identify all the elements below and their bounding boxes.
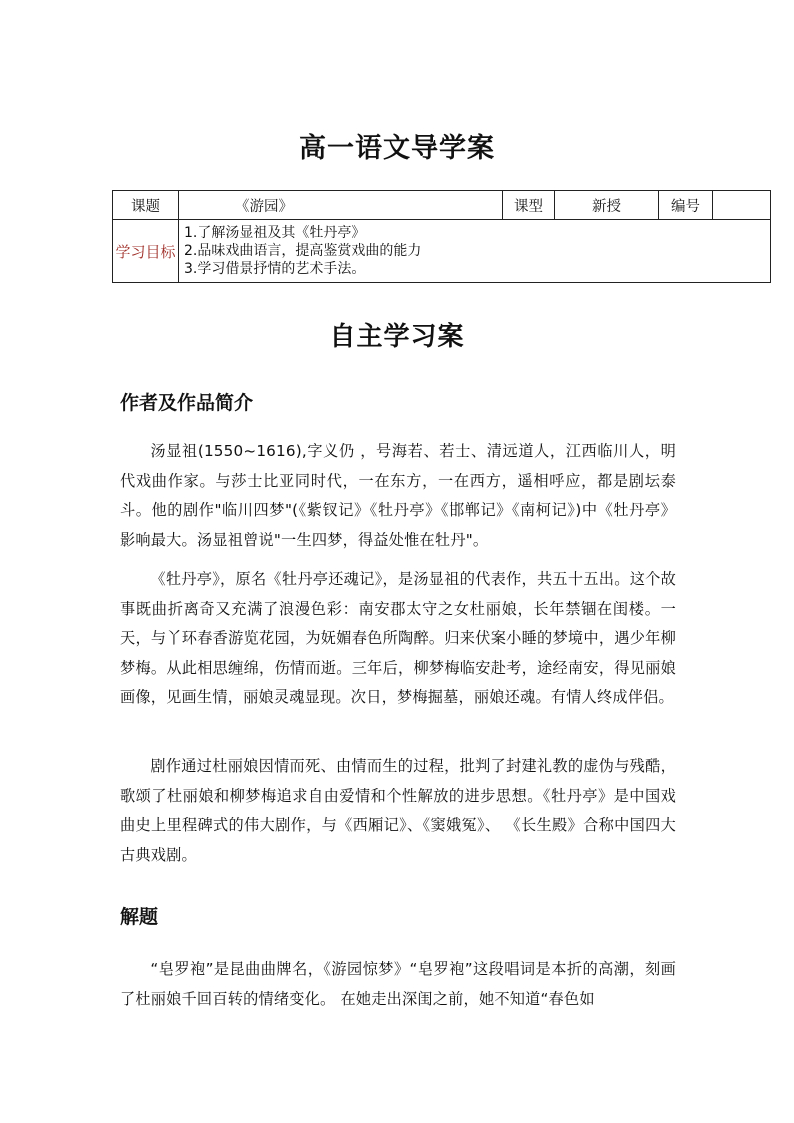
page-title: 高一语文导学案 (299, 133, 495, 164)
goal-item: 3.学习借景抒情的艺术手法。 (184, 261, 366, 277)
lesson-info-table (112, 190, 771, 283)
jieti-paragraph: “皂罗袍”是昆曲曲牌名，《游园惊梦》“皂罗袍”这段唱词是本折的高潮，刻画了杜丽娘千回百转的情绪变化。 在她走出深闺之前，她不知道“春色如 (120, 960, 676, 1008)
goals-row (113, 220, 771, 283)
theme-paragraph: 剧作通过杜丽娘因情而死、由情而生的过程，批判了封建礼教的虚伪与残酷，歌颂了杜丽娘和柳梦梅追求自由爱情和个性解放的进步思想。《牡丹亭》是中国戏曲史上里程碑式的伟大剧作，与《西厢记》、《窦娥冤》、 《长生殿》合称中国四大古典戏剧。 (120, 757, 676, 864)
number-value (713, 191, 771, 220)
goal-item: 2.品味戏曲语言，提高鉴赏戏曲的能力 (184, 243, 422, 259)
story-paragraph: 《牡丹亭》，原名《牡丹亭还魂记》，是汤显祖的代表作，共五十五出。这个故事既曲折离奇又充满了浪漫色彩：南安郡太守之女杜丽娘，长年禁锢在闺楼。一天，与丫环春香游览花园，为妩媚春色所陶醉。归来伏案小睡的梦境中，遇少年柳梦梅。从此相思缠绵，伤情而逝。三年后，柳梦梅临安赴考，途经南安，得见丽娘画像，见画生情，丽娘灵魂显现。次日，梦梅掘墓，丽娘还魂。有情人终成伴侣。 (120, 570, 676, 706)
type-label: 课型 (503, 191, 555, 220)
number-label: 编号 (659, 191, 713, 220)
goal-list (179, 220, 771, 283)
author-paragraph: 汤显祖(1550~1616),字义仍 ，号海若、若士、清远道人，江西临川人，明代戏曲作家。与莎士比亚同时代，一在东方，一在西方，遥相呼应，都是剧坛泰斗。他的剧作"临川四梦"(《紫钗记》《牡丹亭》《邯郸记》《南柯记》)中《牡丹亭》影响最大。汤显祖曾说"一生四梦，得益处惟在牡丹"。 (120, 442, 676, 549)
goal-label: 学习目标 (113, 220, 179, 283)
author-heading: 作者及作品简介 (120, 392, 254, 414)
type-value: 新授 (555, 191, 659, 220)
info-row (113, 191, 771, 220)
section-title: 自主学习案 (329, 322, 465, 352)
topic-label: 课题 (113, 191, 179, 220)
jieti-heading: 解题 (120, 906, 159, 928)
goal-item: 1.了解汤显祖及其《牡丹亭》 (184, 225, 366, 241)
topic-value: 《游园》 (179, 191, 503, 220)
